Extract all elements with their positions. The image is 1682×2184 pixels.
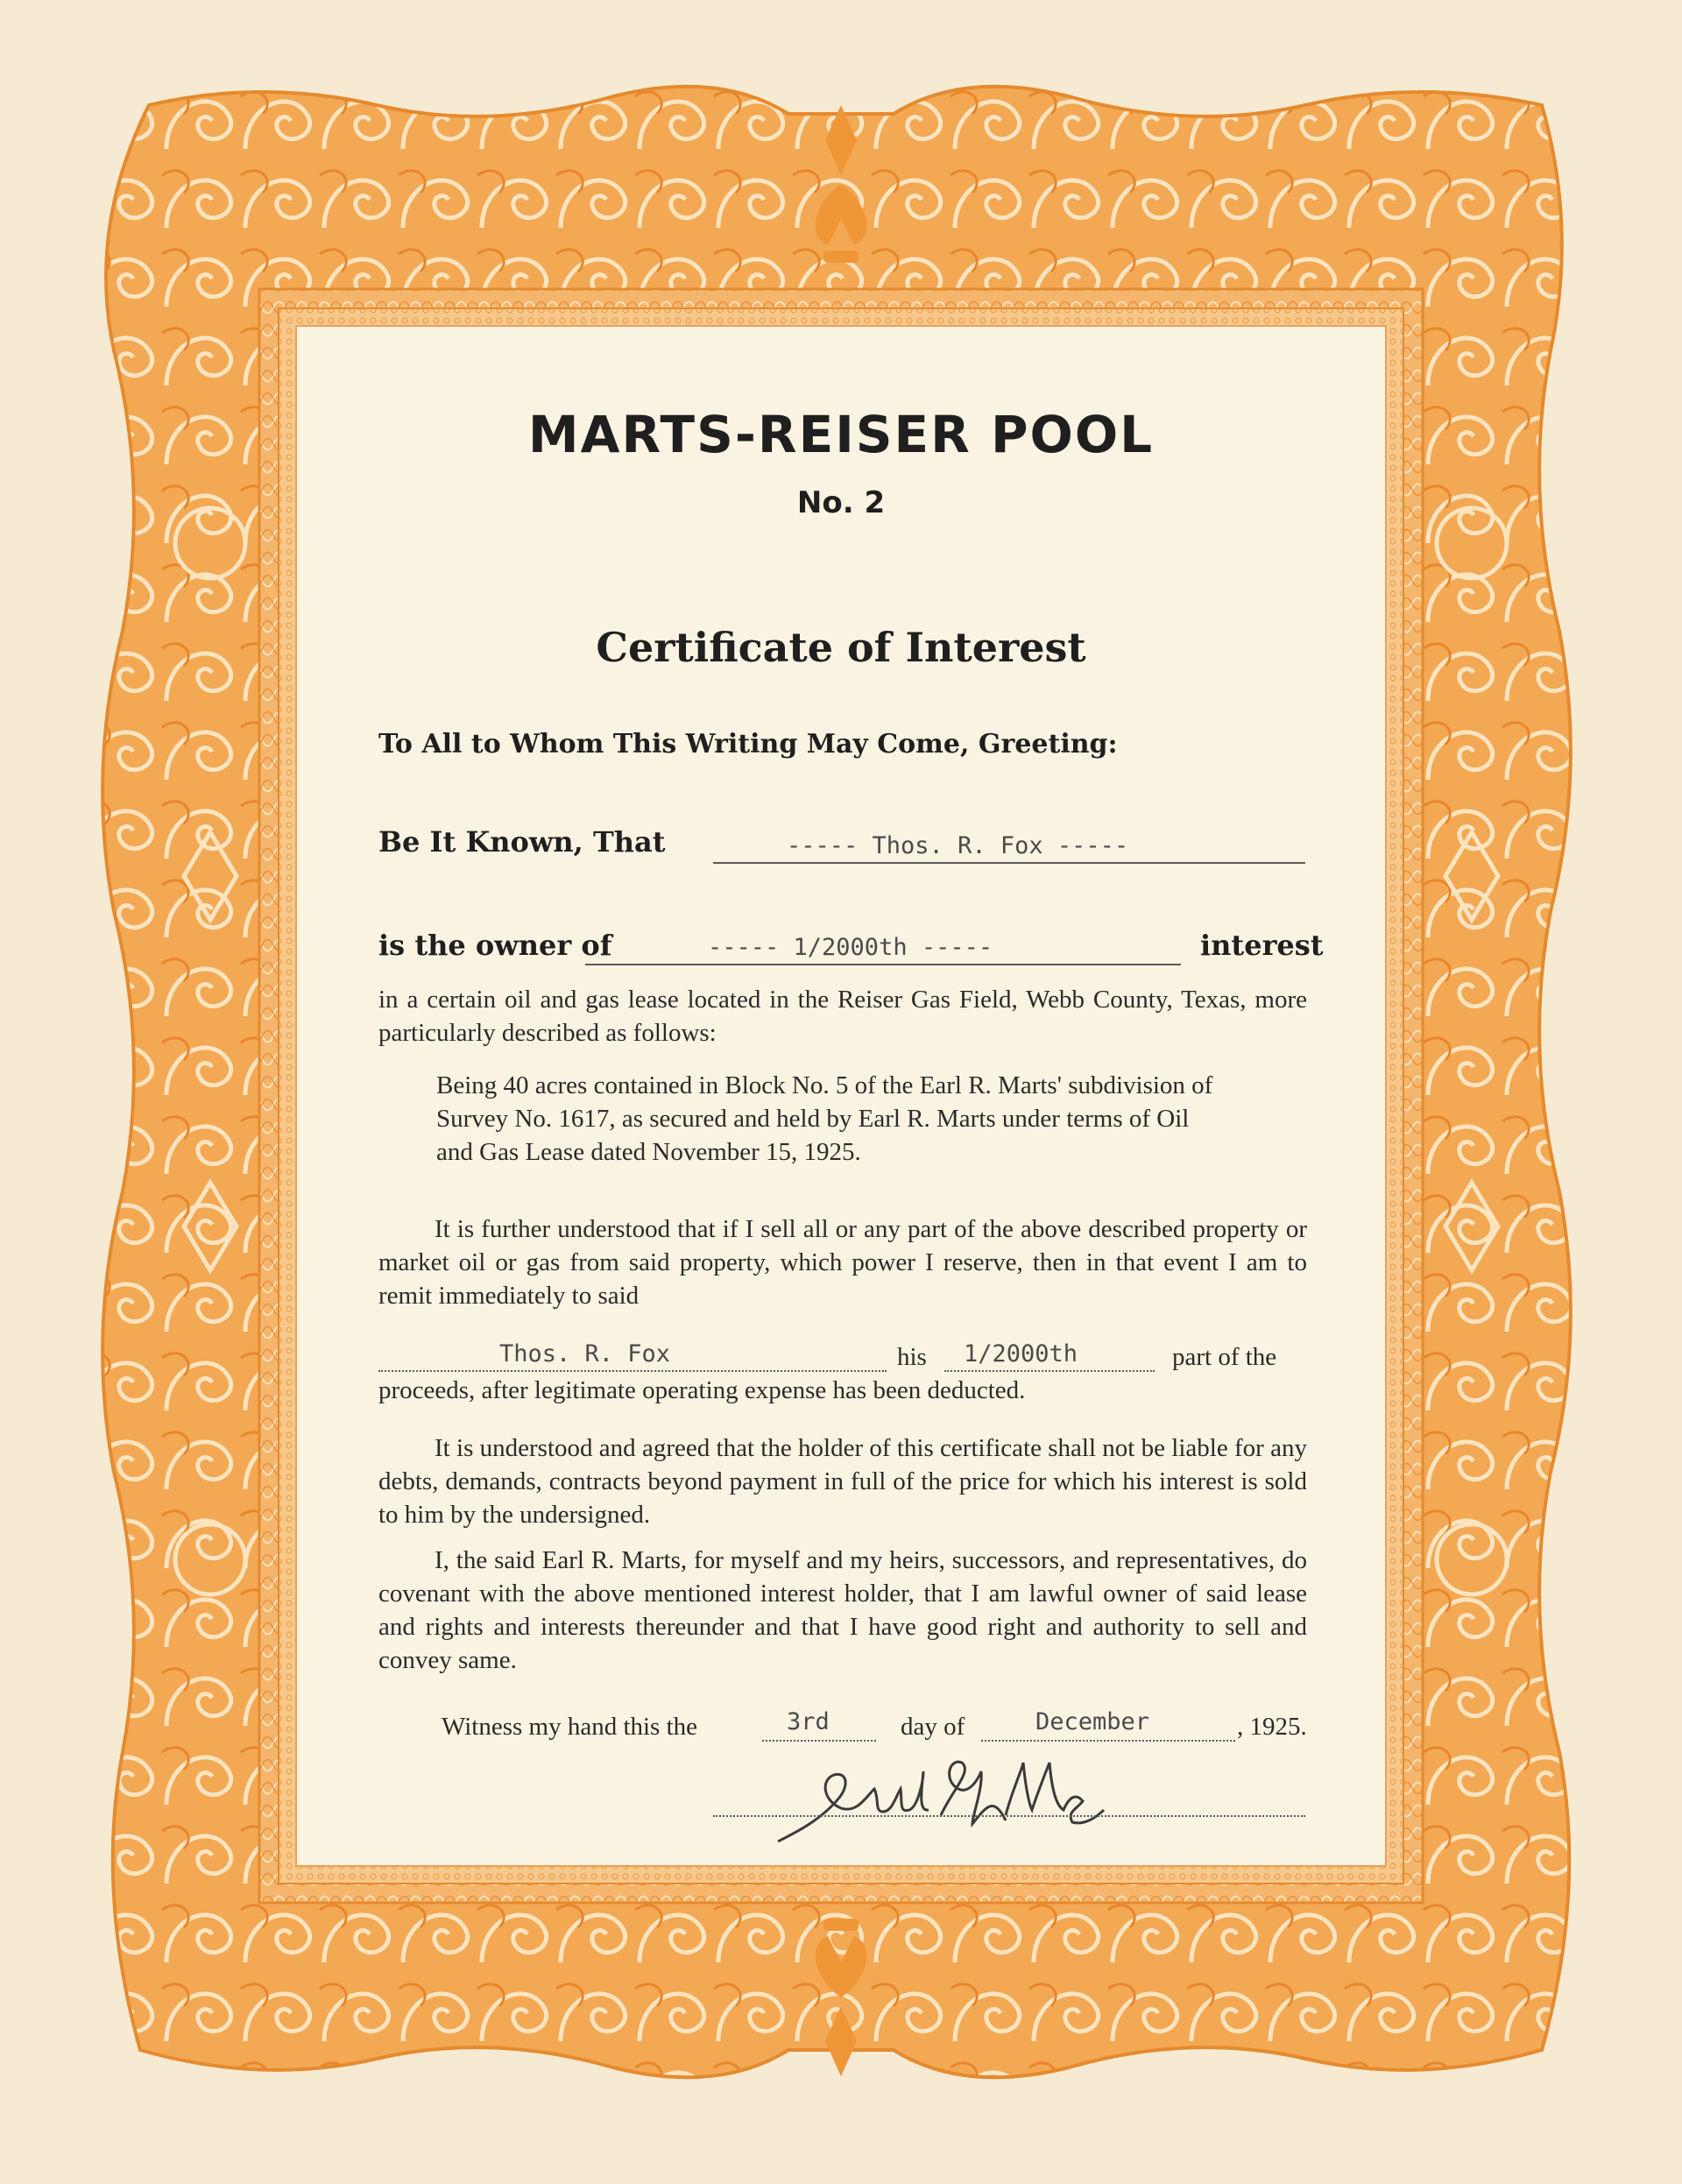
certificate-body (296, 326, 1386, 1866)
greeting-line: To All to Whom This Writing May Come, Greeting: (378, 729, 1118, 760)
certificate-heading: Certificate of Interest (596, 624, 1086, 671)
covenant-paragraph: I, the said Earl R. Marts, for myself and my heirs, successors, and representatives, do covenant with the above mentioned interest holder, that I am lawful owner of said lease and rights and interests thereunder and that I have good right and authority to sell and convey same. (378, 1546, 1307, 1674)
signature-graphic (743, 1736, 1111, 1859)
be-it-known-label: Be It Known, That (378, 825, 666, 859)
interest-line (585, 964, 1181, 965)
lease-paragraph: in a certain oil and gas lease located in the Reiser Gas Field, Webb County, Texas, more particularly described as follows: (378, 986, 1307, 1047)
signature-name (713, 1820, 1305, 1821)
holder-name-line (713, 862, 1305, 864)
part-of-label: part of the (1172, 1343, 1277, 1371)
witness-day-typed: 3rd (787, 1708, 830, 1735)
signature-line (713, 1815, 1305, 1817)
witness-year: , 1925. (1237, 1713, 1307, 1741)
certificate-title: MARTS-REISER POOL (527, 405, 1155, 464)
description-paragraph: Being 40 acres contained in Block No. 5 of the Earl R. Marts' subdivision of Survey No. 1617, as secured and held by Earl R. Marts under terms of Oil and Gas Lease dated November 15, 1925. (436, 1071, 1213, 1166)
remit-share-typed: 1/2000th (964, 1340, 1078, 1368)
further-paragraph: It is further understood that if I sell all or any part of the above described property or market oil or gas from said property, which power I reserve, then in that event I am to remit immediately to said (378, 1215, 1307, 1310)
interest-label: interest (1200, 929, 1324, 962)
interest-typed: ----- 1/2000th ----- (708, 934, 993, 961)
remit-name-line (378, 1370, 887, 1372)
witness-day-label: day of (901, 1713, 965, 1741)
remit-share-line (944, 1370, 1155, 1372)
witness-month-typed: December (1035, 1708, 1150, 1735)
holder-name-typed: ----- Thos. R. Fox ----- (787, 832, 1129, 859)
owner-of-label: is the owner of (378, 929, 612, 962)
agreed-paragraph: It is understood and agreed that the holder of this certificate shall not be liable for any debts, demands, contracts beyond payment in full of the price for which his interest is sold to him by the undersigned. (378, 1434, 1307, 1529)
pool-number: No. 2 (796, 485, 886, 520)
his-label: his (897, 1343, 927, 1371)
remit-name-typed: Thos. R. Fox (499, 1340, 671, 1368)
proceeds-text: proceeds, after legitimate operating expense has been deducted. (378, 1376, 1026, 1404)
witness-prefix: Witness my hand this the (442, 1713, 698, 1741)
